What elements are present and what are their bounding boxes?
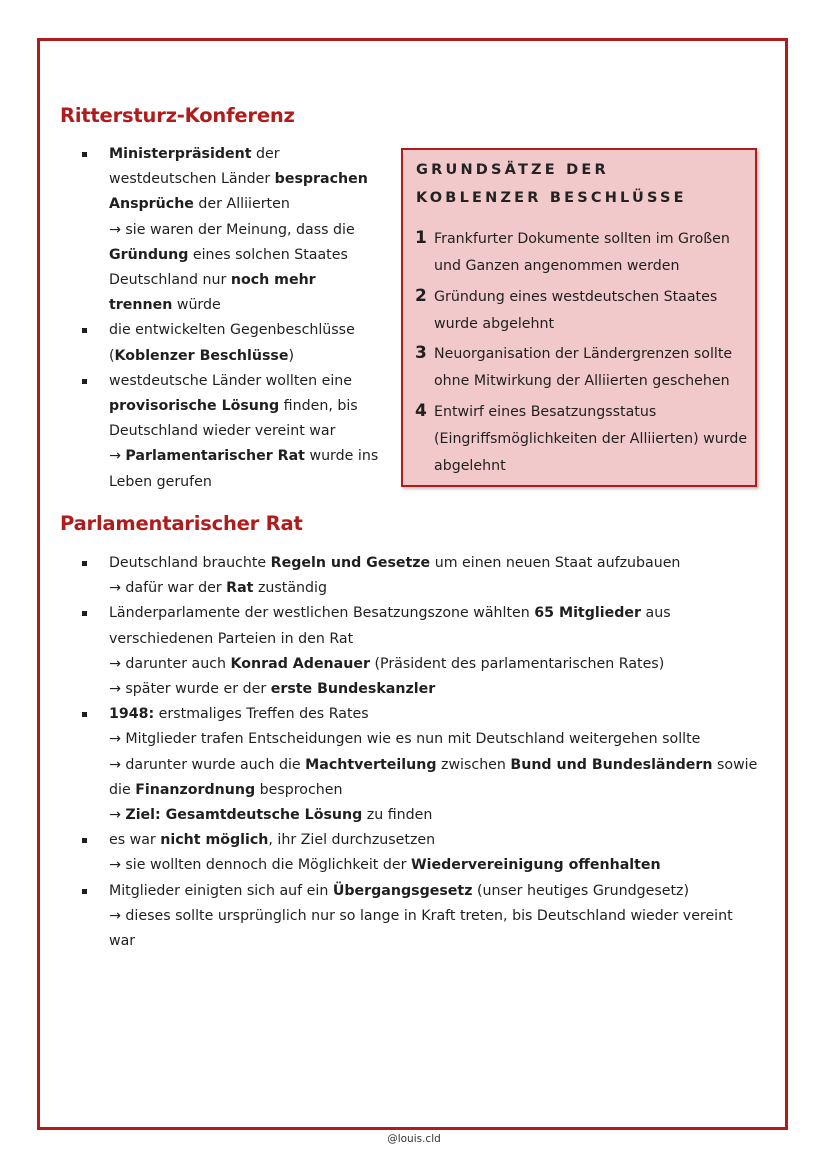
- text-run: der westdeutschen Länder: [109, 146, 280, 188]
- principle-number: 4: [415, 400, 427, 421]
- text-run: zwischen: [436, 756, 511, 773]
- text-run: wurde ins Leben gerufen: [109, 448, 379, 490]
- koblenz-principles-box: [401, 148, 757, 487]
- bullet-subline: [109, 904, 760, 954]
- text-run: finden, bis Deutschland wieder vereint war: [109, 398, 358, 440]
- bullet-text: [109, 702, 760, 727]
- text-run: besprochen: [255, 781, 343, 798]
- bullet-text: [109, 318, 380, 368]
- text-run: (Präsident des parlamentarischen Rates): [369, 655, 665, 672]
- text-run: → darunter auch: [109, 655, 231, 672]
- principle-item: [415, 341, 750, 395]
- principle-number: 1: [415, 228, 427, 248]
- bullet-item: [80, 551, 760, 601]
- section-title-parlamentarischer-rat: Parlamentarischer Rat: [60, 512, 303, 535]
- text-run: der Alliierten: [193, 196, 290, 213]
- box-title: GRUNDSÄTZE DER KOBLENZER BESCHLÜSSE: [416, 162, 687, 206]
- bullet-text: [109, 601, 760, 651]
- text-run: um einen neuen Staat aufzubauen: [430, 555, 681, 571]
- bullet-subline: [109, 853, 760, 878]
- bold-phrase: Ziel: Gesamtdeutsche Lösung: [125, 807, 363, 824]
- bold-phrase: Parlamentarischer Rat: [125, 448, 305, 465]
- bullet-subline: [109, 444, 380, 494]
- principle-text: Neuorganisation der Ländergrenzen sollte ohne Mitwirkung der Alliierten geschehen: [434, 346, 733, 389]
- rittersturz-bullet-list: [80, 142, 380, 495]
- bold-phrase: erste Bundeskanzler: [270, 681, 436, 698]
- bold-phrase: Wiedervereinigung offenhalten: [410, 857, 661, 874]
- bold-phrase: Rat: [226, 580, 254, 597]
- bullet-subline: [109, 218, 380, 319]
- bullet-text: [109, 369, 380, 445]
- text-run: würde: [172, 297, 221, 314]
- bullet-text: [109, 142, 380, 218]
- text-run: → später wurde er der: [109, 681, 271, 698]
- text-run: , ihr Ziel durchzusetzen: [268, 832, 436, 849]
- bullet-subline: [109, 652, 760, 677]
- bold-phrase: Übergangsgesetz: [332, 882, 473, 899]
- bullet-item: [80, 369, 380, 495]
- principle-item: [415, 226, 750, 280]
- footer-credit: @louis.cld: [387, 1133, 441, 1145]
- principle-text: Gründung eines westdeutschen Staates wurde abgelehnt: [434, 288, 718, 332]
- principle-item: [415, 284, 750, 338]
- principle-number: 2: [415, 285, 427, 306]
- text-run: (unser heutiges Grundgesetz): [472, 882, 690, 899]
- text-run: eines solchen Staates Deutschland nur: [109, 246, 348, 289]
- text-run: → dieses sollte ursprünglich nur so lange in Kraft treten, bis Deutschland wieder vereint war: [109, 907, 733, 950]
- text-run: zuständig: [253, 580, 327, 597]
- text-run: erstmaliges Treffen des Rates: [154, 706, 369, 723]
- bullet-item: [80, 318, 380, 368]
- bold-phrase: Bund und Bundesländern: [510, 756, 713, 773]
- text-run: westdeutsche Länder wollten eine: [109, 372, 353, 389]
- text-run: Deutschland brauchte: [109, 555, 271, 571]
- principle-number: 3: [415, 343, 427, 363]
- text-run: ): [288, 347, 295, 364]
- bold-phrase: provisorische Lösung: [109, 398, 280, 415]
- bullet-text: [109, 551, 760, 576]
- bold-phrase: Ministerpräsident: [109, 146, 252, 162]
- principles-list: [415, 226, 750, 483]
- text-run: aus verschiedenen Parteien in den Rat: [109, 605, 671, 647]
- bold-phrase: 1948:: [109, 706, 155, 723]
- bullet-item: [80, 702, 760, 828]
- bullet-item: [80, 601, 760, 702]
- bullet-subline: [109, 576, 760, 601]
- text-run: →: [109, 448, 126, 465]
- bullet-text: [109, 879, 760, 904]
- bullet-subline: [109, 753, 760, 803]
- bold-phrase: besprachen Ansprüche: [109, 171, 368, 213]
- text-run: zu finden: [362, 807, 433, 824]
- text-run: es war: [109, 832, 161, 849]
- bullet-subline: [109, 677, 760, 702]
- bold-phrase: Konrad Adenauer: [230, 655, 370, 672]
- text-run: → sie wollten dennoch die Möglichkeit der: [109, 857, 411, 874]
- principle-item: [415, 399, 750, 480]
- principle-text: Entwirf eines Besatzungsstatus (Eingriffsmöglichkeiten der Alliierten) wurde abgelehnt: [434, 403, 748, 474]
- text-run: sowie die: [109, 756, 758, 798]
- parlament-bullet-list: [80, 551, 760, 954]
- bold-phrase: Koblenzer Beschlüsse: [114, 347, 289, 364]
- bold-phrase: Machtverteilung: [305, 756, 437, 773]
- text-run: →: [109, 807, 126, 824]
- bullet-item: [80, 879, 760, 955]
- bullet-item: [80, 828, 760, 878]
- text-run: Mitglieder einigten sich auf ein: [109, 882, 333, 899]
- text-run: → sie waren der Meinung, dass die: [109, 221, 355, 238]
- bold-phrase: 65 Mitglieder: [534, 605, 641, 622]
- bold-phrase: nicht möglich: [160, 832, 269, 849]
- bold-phrase: Regeln und Gesetze: [270, 555, 431, 571]
- section-title-rittersturz: Rittersturz-Konferenz: [60, 104, 295, 127]
- text-run: Länderparlamente der westlichen Besatzungszone wählten: [109, 605, 535, 622]
- bullet-item: [80, 142, 380, 318]
- bold-phrase: Finanzordnung: [135, 781, 256, 798]
- text-run: die entwickelten Gegenbeschlüsse (: [109, 322, 355, 364]
- bullet-text: [109, 828, 760, 853]
- bold-phrase: noch mehr trennen: [109, 272, 316, 314]
- bold-phrase: Gründung: [109, 246, 189, 263]
- principle-text: Frankfurter Dokumente sollten im Großen und Ganzen angenommen werden: [434, 231, 730, 274]
- bullet-subline: [109, 803, 760, 828]
- text-run: → dafür war der: [109, 580, 227, 597]
- bullet-subline: [109, 727, 760, 752]
- text-run: → Mitglieder trafen Entscheidungen wie es nun mit Deutschland weitergehen sollte: [109, 731, 701, 748]
- text-run: → darunter wurde auch die: [109, 756, 306, 773]
